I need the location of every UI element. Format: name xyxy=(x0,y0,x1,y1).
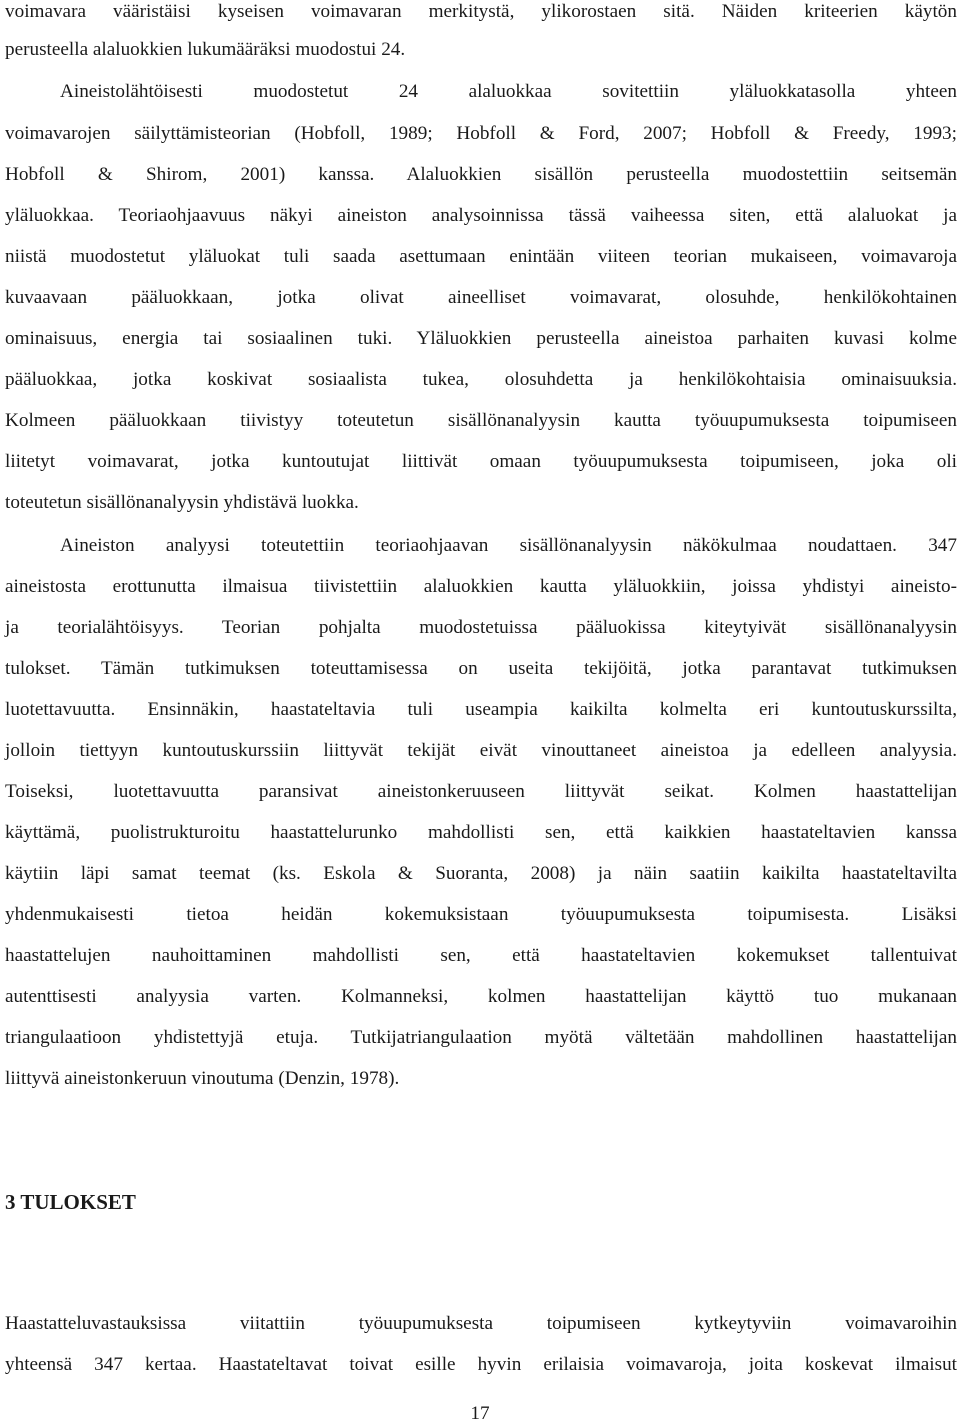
text-line: voimavarojen säilyttämisteorian (Hobfoll, 1989; Hobfoll & Ford, 2007; Hobfoll & Freedy, 1993; xyxy=(5,123,957,144)
text-line: ominaisuus, energia tai sosiaalinen tuki. Yläluokkien perusteella aineistoa parhaiten kuvasi kolme xyxy=(5,328,957,349)
text-line: yhdenmukaisesti tietoa heidän kokemuksistaan työuupumuksesta toipumisesta. Lisäksi xyxy=(5,904,957,925)
text-line: yhteensä 347 kertaa. Haastateltavat toivat esille hyvin erilaisia voimavaroja, joita koskevat ilmaisut xyxy=(5,1354,957,1375)
text-line: jolloin tiettyyn kuntoutuskurssiin liittyvät tekijät eivät vinouttaneet aineistoa ja edelleen analyysia. xyxy=(5,740,957,761)
text-line: haastattelujen nauhoittaminen mahdollisti sen, että haastateltavien kokemukset tallentuivat xyxy=(5,945,957,966)
text-line: perusteella alaluokkien lukumääräksi muodostui 24. xyxy=(5,39,406,60)
text-line: kuvaavaan pääluokkaan, jotka olivat aineelliset voimavarat, olosuhde, henkilökohtainen xyxy=(5,287,957,308)
text-line: Toiseksi, luotettavuutta paransivat aineistonkeruuseen liittyvät seikat. Kolmen haastattelijan xyxy=(5,781,957,802)
text-line: tulokset. Tämän tutkimuksen toteuttamisessa on useita tekijöitä, jotka parantavat tutkimuksen xyxy=(5,658,957,679)
text-line: liittyvä aineistonkeruun vinoutuma (Denzin, 1978). xyxy=(5,1068,400,1089)
section-heading: 3 TULOKSET xyxy=(5,1190,136,1214)
text-line: triangulaatioon yhdistettyjä etuja. Tutkijatriangulaation myötä vältetään mahdollinen haastattelijan xyxy=(5,1027,957,1048)
text-line: yläluokkaa. Teoriaohjaavuus näkyi aineiston analysoinnissa tässä vaiheessa siten, että alaluokat ja xyxy=(5,205,957,226)
text-line: toteutetun sisällönanalyysin yhdistävä luokka. xyxy=(5,492,359,513)
text-line: Kolmeen pääluokkaan tiivistyy toteutetun sisällönanalyysin kautta työuupumuksesta toipumiseen xyxy=(5,410,957,431)
text-line: aineistosta erottunutta ilmaisua tiivistettiin alaluokkien kautta yläluokkiin, joissa yhdistyi aineisto- xyxy=(5,576,957,597)
text-line: liitetyt voimavarat, jotka kuntoutujat liittivät omaan työuupumuksesta toipumiseen, joka oli xyxy=(5,451,957,472)
page-number: 17 xyxy=(470,1403,490,1424)
text-line: Aineiston analyysi toteutettiin teoriaohjaavan sisällönanalyysin näkökulmaa noudattaen. 347 xyxy=(60,535,957,556)
text-line: luotettavuutta. Ensinnäkin, haastateltavia tuli useampia kaikilta kolmelta eri kuntoutuskurssilta, xyxy=(5,699,957,720)
text-line: voimavara vääristäisi kyseisen voimavaran merkitystä, ylikorostaen sitä. Näiden kriteerien käytön xyxy=(5,1,957,22)
text-line: Haastatteluvastauksissa viitattiin työuupumuksesta toipumiseen kytkeytyviin voimavaroihin xyxy=(5,1313,957,1334)
text-line: Hobfoll & Shirom, 2001) kanssa. Alaluokkien sisällön perusteella muodostettiin seitsemän xyxy=(5,164,957,185)
text-line: ja teorialähtöisyys. Teorian pohjalta muodostetuissa pääluokissa kiteytyivät sisällönanalyysin xyxy=(5,617,957,638)
text-line: Aineistolähtöisesti muodostetut 24 alaluokkaa sovitettiin yläluokkatasolla yhteen xyxy=(60,81,957,102)
text-line: niistä muodostetut yläluokat tuli saada asettumaan enintään viiteen teorian mukaiseen, voimavaroja xyxy=(5,246,957,267)
text-line: pääluokkaa, jotka koskivat sosiaalista tukea, olosuhdetta ja henkilökohtaisia ominaisuuksia. xyxy=(5,369,957,390)
text-line: käytiin läpi samat teemat (ks. Eskola & Suoranta, 2008) ja näin saatiin kaikilta haastateltavilta xyxy=(5,863,957,884)
text-line: käyttämä, puolistrukturoitu haastattelurunko mahdollisti sen, että kaikkien haastateltavien kanssa xyxy=(5,822,957,843)
text-line: autenttisesti analyysia varten. Kolmanneksi, kolmen haastattelijan käyttö tuo mukanaan xyxy=(5,986,957,1007)
